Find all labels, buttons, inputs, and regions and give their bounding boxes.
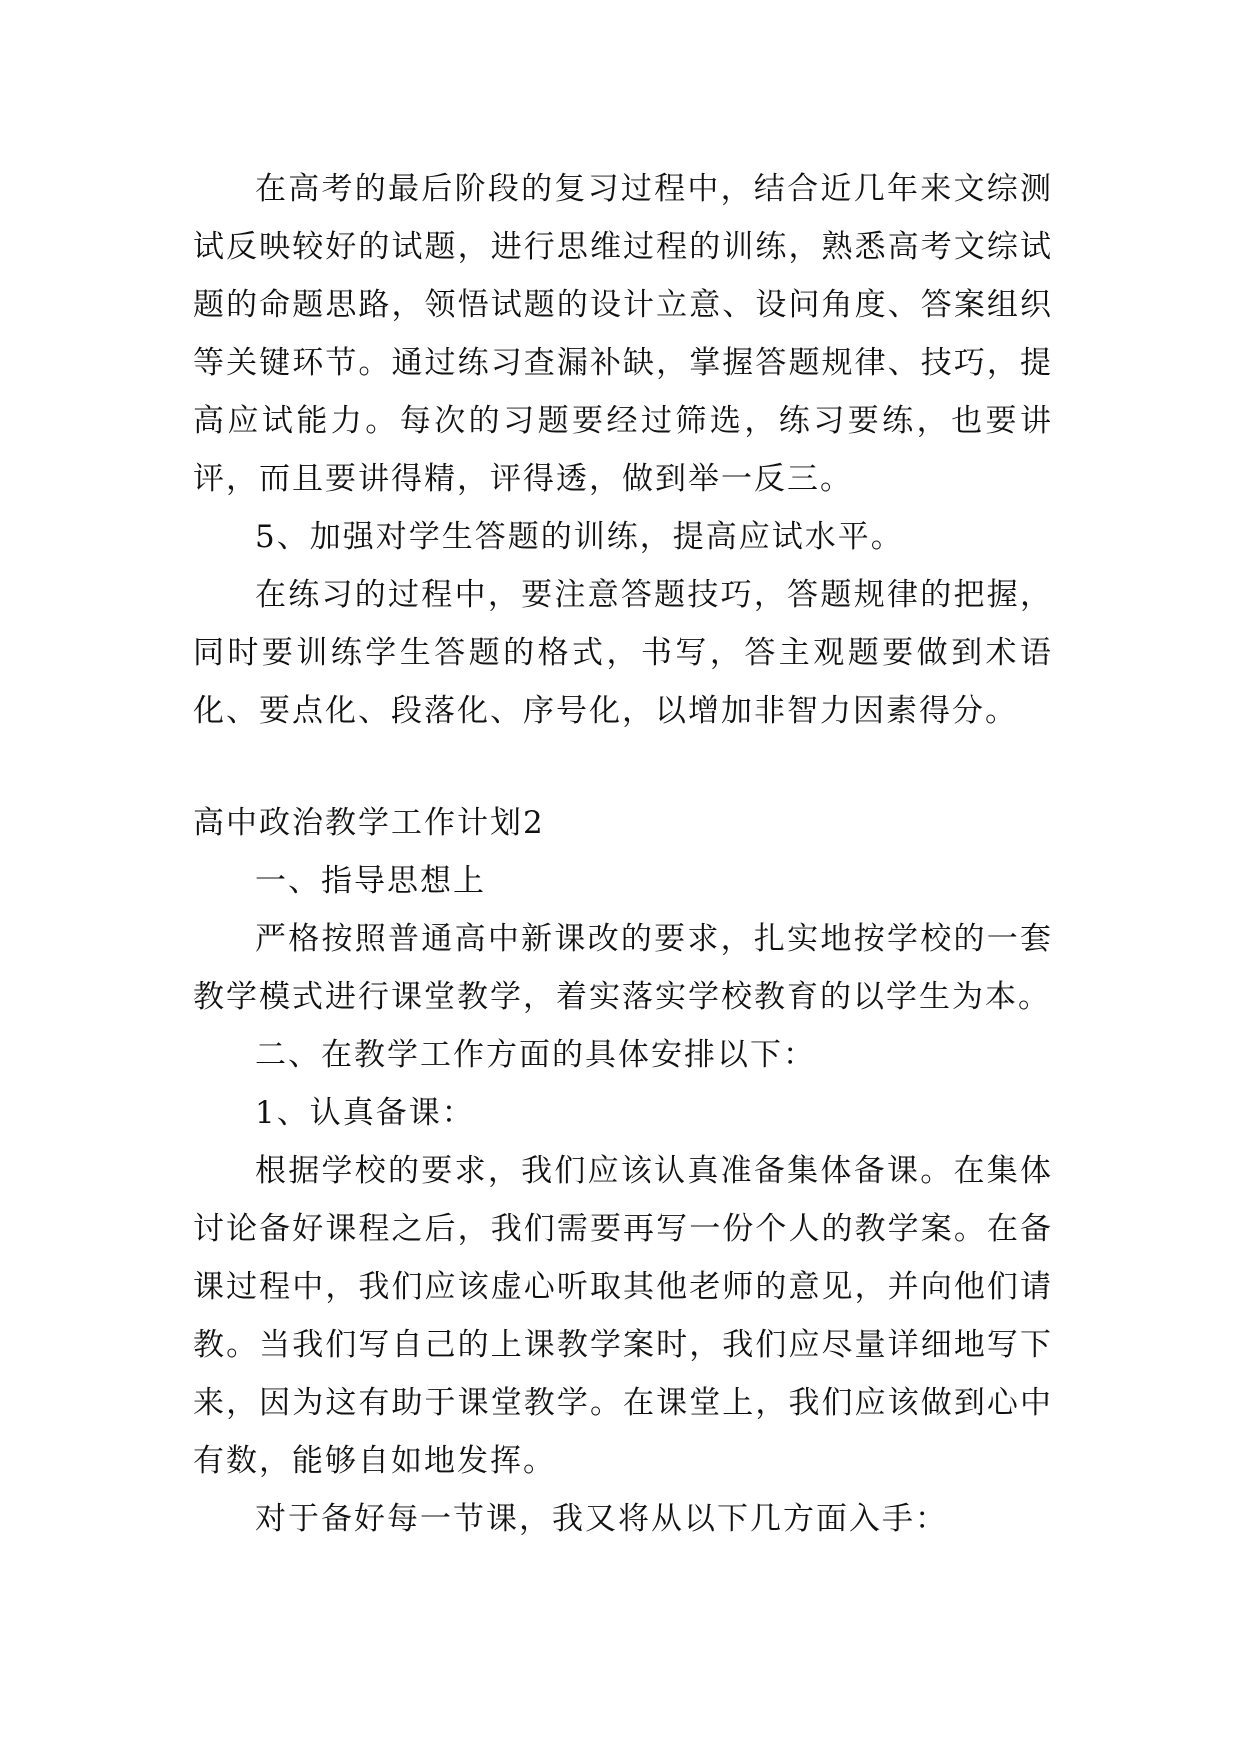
paragraph-each-lesson: 对于备好每一节课，我又将从以下几方面入手： xyxy=(255,1501,948,1537)
document-body xyxy=(193,160,1053,1548)
paragraph-answer-training-heading: 5、加强对学生答题的训练，提高应试水平。 xyxy=(255,519,904,555)
paragraph-lesson-prep: 根据学校的要求，我们应该认真准备集体备课。在集体讨论备好课程之后，我们需要再写一份个人的教学案。在备课过程中，我们应该虚心听取其他老师的意见，并向他们请教。当我们写自己的上课教学案时，我们应尽量详细地写下来，因为这有助于课堂教学。在课堂上，我们应该做到心中有数，能够自如地发挥。 xyxy=(193,1153,1053,1479)
paragraph-guiding-thought: 严格按照普通高中新课改的要求，扎实地按学校的一套教学模式进行课堂教学，着实落实学校教育的以学生为本。 xyxy=(193,921,1053,1015)
section-title: 高中政治教学工作计划2 xyxy=(193,805,545,841)
paragraph-arrangement-heading: 二、在教学工作方面的具体安排以下： xyxy=(255,1037,816,1073)
paragraph-guiding-thought-heading: 一、指导思想上 xyxy=(255,863,486,899)
paragraph-exam-review: 在高考的最后阶段的复习过程中，结合近几年来文综测试反映较好的试题，进行思维过程的训练，熟悉高考文综试题的命题思路，领悟试题的设计立意、设问角度、答案组织等关键环节。通过练习查漏补缺，掌握答题规律、技巧，提高应试能力。每次的习题要经过筛选，练习要练，也要讲评，而且要讲得精，评得透，做到举一反三。 xyxy=(193,171,1053,497)
paragraph-lesson-prep-heading: 1、认真备课： xyxy=(255,1095,475,1131)
paragraph-answer-skills: 在练习的过程中，要注意答题技巧，答题规律的把握，同时要训练学生答题的格式，书写，答主观题要做到术语化、要点化、段落化、序号化，以增加非智力因素得分。 xyxy=(193,577,1053,729)
